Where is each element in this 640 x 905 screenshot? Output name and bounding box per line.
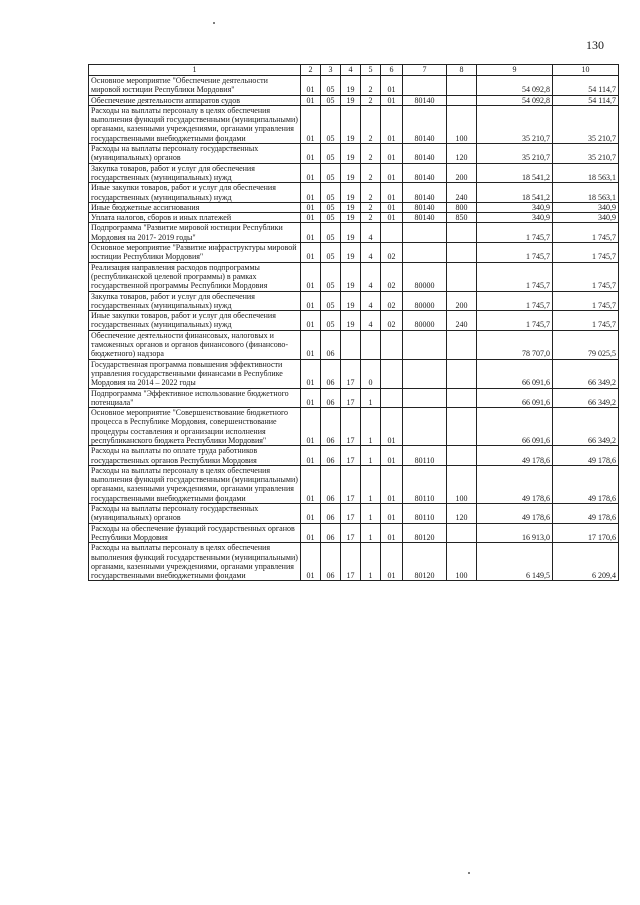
row-name-cell: Иные закупки товаров, работ и услуг для обеспечения государственных (муниципальных) нужд: [89, 183, 301, 203]
row-c5-cell: 2: [361, 95, 381, 105]
row-c2-cell: 01: [301, 213, 321, 223]
row-c9-cell: 78 707,0: [477, 330, 553, 359]
row-c4-cell: 19: [341, 95, 361, 105]
row-c9-cell: 66 091,6: [477, 359, 553, 388]
row-c2-cell: 01: [301, 144, 321, 164]
row-c7-cell: 80140: [403, 144, 447, 164]
row-c8-cell: 100: [447, 465, 477, 503]
row-name-cell: Расходы на выплаты персоналу государственных (муниципальных) органов: [89, 504, 301, 524]
row-c6-cell: 01: [381, 446, 403, 466]
row-c5-cell: 2: [361, 144, 381, 164]
table-row: [89, 243, 619, 263]
row-c10-cell: 1 745,7: [553, 262, 619, 291]
row-c8-cell: [447, 262, 477, 291]
row-c8-cell: [447, 523, 477, 543]
column-header: 7: [403, 65, 447, 76]
row-c4-cell: 19: [341, 144, 361, 164]
row-c9-cell: 1 745,7: [477, 243, 553, 263]
row-c4-cell: 19: [341, 223, 361, 243]
row-c8-cell: [447, 408, 477, 446]
row-c9-cell: 66 091,6: [477, 388, 553, 408]
row-c9-cell: 35 210,7: [477, 105, 553, 143]
row-c8-cell: 240: [447, 183, 477, 203]
row-name-cell: Подпрограмма "Эффективное использование бюджетного потенциала": [89, 388, 301, 408]
table-row: [89, 465, 619, 503]
row-c7-cell: 80140: [403, 95, 447, 105]
row-c3-cell: 06: [321, 504, 341, 524]
row-c5-cell: 0: [361, 359, 381, 388]
row-c9-cell: 340,9: [477, 202, 553, 212]
row-name-cell: Обеспечение деятельности аппаратов судов: [89, 95, 301, 105]
row-c3-cell: 05: [321, 311, 341, 331]
row-c10-cell: 79 025,5: [553, 330, 619, 359]
row-name-cell: Подпрограмма "Развитие мировой юстиции Республики Мордовия на 2017- 2019 годы": [89, 223, 301, 243]
row-c7-cell: 80140: [403, 202, 447, 212]
row-c10-cell: 49 178,6: [553, 504, 619, 524]
row-c7-cell: [403, 223, 447, 243]
row-c9-cell: 1 745,7: [477, 223, 553, 243]
row-c5-cell: 2: [361, 202, 381, 212]
row-c7-cell: 80140: [403, 213, 447, 223]
row-c10-cell: 1 745,7: [553, 291, 619, 311]
table-row: [89, 408, 619, 446]
row-name-cell: Иные бюджетные ассигнования: [89, 202, 301, 212]
row-c8-cell: 120: [447, 504, 477, 524]
scan-speck: [213, 22, 215, 24]
row-name-cell: Государственная программа повышения эффективности управления государственными финансами в Республике Мордовия на 2014 – 2022 годы: [89, 359, 301, 388]
row-c6-cell: 01: [381, 543, 403, 581]
row-c7-cell: 80110: [403, 504, 447, 524]
row-c4-cell: 17: [341, 465, 361, 503]
row-c5-cell: 4: [361, 262, 381, 291]
row-c5-cell: 4: [361, 223, 381, 243]
column-header: 8: [447, 65, 477, 76]
row-c4-cell: 17: [341, 543, 361, 581]
row-c5-cell: 2: [361, 76, 381, 96]
row-c8-cell: 800: [447, 202, 477, 212]
row-c8-cell: 240: [447, 311, 477, 331]
row-c3-cell: 06: [321, 330, 341, 359]
row-c8-cell: [447, 330, 477, 359]
row-c10-cell: 66 349,2: [553, 359, 619, 388]
table-body: [89, 76, 619, 581]
row-c10-cell: 49 178,6: [553, 465, 619, 503]
row-c6-cell: 02: [381, 291, 403, 311]
table-row: [89, 291, 619, 311]
row-c6-cell: 01: [381, 408, 403, 446]
row-c8-cell: [447, 243, 477, 263]
row-c5-cell: 1: [361, 408, 381, 446]
row-c2-cell: 01: [301, 465, 321, 503]
row-c10-cell: 35 210,7: [553, 105, 619, 143]
row-c2-cell: 01: [301, 311, 321, 331]
row-c6-cell: 01: [381, 504, 403, 524]
table-row: [89, 213, 619, 223]
row-c9-cell: 49 178,6: [477, 504, 553, 524]
row-c6-cell: 01: [381, 523, 403, 543]
row-c7-cell: 80000: [403, 311, 447, 331]
row-c7-cell: [403, 408, 447, 446]
row-c10-cell: 340,9: [553, 202, 619, 212]
row-c10-cell: 1 745,7: [553, 243, 619, 263]
row-c6-cell: 01: [381, 76, 403, 96]
row-c7-cell: [403, 388, 447, 408]
row-c4-cell: 19: [341, 76, 361, 96]
row-c4-cell: 19: [341, 183, 361, 203]
row-c6-cell: 01: [381, 213, 403, 223]
row-c5-cell: 4: [361, 291, 381, 311]
table-row: [89, 311, 619, 331]
row-name-cell: Расходы на выплаты персоналу в целях обеспечения выполнения функций государственными (муниципальными) органами, казенными учреждениями, органами управления государственными внебюджетными фондами: [89, 543, 301, 581]
row-c3-cell: 05: [321, 144, 341, 164]
row-c6-cell: 02: [381, 262, 403, 291]
row-c8-cell: [447, 223, 477, 243]
row-c4-cell: 19: [341, 291, 361, 311]
row-c2-cell: 01: [301, 95, 321, 105]
row-c2-cell: 01: [301, 223, 321, 243]
row-c10-cell: 17 170,6: [553, 523, 619, 543]
row-c6-cell: [381, 223, 403, 243]
row-c2-cell: 01: [301, 291, 321, 311]
column-header: 1: [89, 65, 301, 76]
column-header: 6: [381, 65, 403, 76]
column-header: 9: [477, 65, 553, 76]
row-c6-cell: 02: [381, 311, 403, 331]
row-c10-cell: 66 349,2: [553, 388, 619, 408]
row-c5-cell: 2: [361, 163, 381, 183]
row-c2-cell: 01: [301, 330, 321, 359]
row-c10-cell: 66 349,2: [553, 408, 619, 446]
row-c4-cell: 19: [341, 213, 361, 223]
row-c5-cell: 1: [361, 388, 381, 408]
row-name-cell: Основное мероприятие "Развитие инфраструктуры мировой юстиции Республики Мордовия": [89, 243, 301, 263]
row-c8-cell: [447, 76, 477, 96]
row-c3-cell: 06: [321, 388, 341, 408]
table-row: [89, 359, 619, 388]
row-c9-cell: 1 745,7: [477, 262, 553, 291]
row-c2-cell: 01: [301, 202, 321, 212]
row-c7-cell: 80120: [403, 543, 447, 581]
table-row: [89, 543, 619, 581]
row-c9-cell: 1 745,7: [477, 291, 553, 311]
row-c3-cell: 05: [321, 183, 341, 203]
table-row: [89, 163, 619, 183]
row-c9-cell: 54 092,8: [477, 95, 553, 105]
table-row: [89, 262, 619, 291]
row-c3-cell: 05: [321, 76, 341, 96]
row-c2-cell: 01: [301, 408, 321, 446]
row-c6-cell: 01: [381, 95, 403, 105]
row-name-cell: Расходы на выплаты по оплате труда работников государственных органов Республики Мордовия: [89, 446, 301, 466]
budget-table: [88, 64, 619, 581]
row-c3-cell: 05: [321, 243, 341, 263]
row-c4-cell: 19: [341, 163, 361, 183]
scan-speck: [468, 872, 470, 874]
row-c7-cell: 80110: [403, 446, 447, 466]
row-c7-cell: [403, 330, 447, 359]
row-name-cell: Уплата налогов, сборов и иных платежей: [89, 213, 301, 223]
row-c5-cell: 1: [361, 504, 381, 524]
row-c9-cell: 49 178,6: [477, 465, 553, 503]
row-c6-cell: 01: [381, 144, 403, 164]
row-c3-cell: 06: [321, 543, 341, 581]
table-row: [89, 105, 619, 143]
row-name-cell: Расходы на выплаты персоналу в целях обеспечения выполнения функций государственными (муниципальными) органами, казенными учреждениями, органами управления государственными внебюджетными фондами: [89, 465, 301, 503]
row-c4-cell: 19: [341, 262, 361, 291]
row-c7-cell: 80140: [403, 183, 447, 203]
row-c9-cell: 1 745,7: [477, 311, 553, 331]
row-c4-cell: 17: [341, 359, 361, 388]
row-name-cell: Основное мероприятие "Совершенствование бюджетного процесса в Республике Мордовия, совершенствование процедуры составления и организации исполнения республиканского бюджета Республики Мордовия": [89, 408, 301, 446]
row-c6-cell: [381, 330, 403, 359]
row-c2-cell: 01: [301, 523, 321, 543]
row-c2-cell: 01: [301, 388, 321, 408]
row-c6-cell: 01: [381, 202, 403, 212]
row-c8-cell: [447, 359, 477, 388]
row-c4-cell: 19: [341, 105, 361, 143]
row-c10-cell: 18 563,1: [553, 163, 619, 183]
row-c4-cell: 17: [341, 523, 361, 543]
row-c6-cell: 02: [381, 243, 403, 263]
row-c8-cell: [447, 95, 477, 105]
row-c8-cell: [447, 446, 477, 466]
row-c6-cell: 01: [381, 183, 403, 203]
row-c5-cell: 1: [361, 465, 381, 503]
row-c2-cell: 01: [301, 243, 321, 263]
row-c5-cell: 2: [361, 105, 381, 143]
row-c10-cell: 340,9: [553, 213, 619, 223]
table-row: [89, 523, 619, 543]
row-c6-cell: 01: [381, 465, 403, 503]
column-header: 3: [321, 65, 341, 76]
row-c4-cell: 19: [341, 202, 361, 212]
row-c8-cell: 120: [447, 144, 477, 164]
row-c8-cell: 200: [447, 163, 477, 183]
row-c6-cell: [381, 388, 403, 408]
row-c8-cell: 100: [447, 105, 477, 143]
column-header: 10: [553, 65, 619, 76]
row-c8-cell: 100: [447, 543, 477, 581]
row-c5-cell: 2: [361, 183, 381, 203]
row-c4-cell: 17: [341, 388, 361, 408]
row-c8-cell: [447, 388, 477, 408]
row-c5-cell: 1: [361, 446, 381, 466]
row-c7-cell: 80110: [403, 465, 447, 503]
row-c3-cell: 06: [321, 465, 341, 503]
table-row: [89, 95, 619, 105]
row-c9-cell: 35 210,7: [477, 144, 553, 164]
row-c6-cell: 01: [381, 105, 403, 143]
row-c6-cell: [381, 359, 403, 388]
row-c2-cell: 01: [301, 543, 321, 581]
row-c9-cell: 49 178,6: [477, 446, 553, 466]
row-c5-cell: 4: [361, 243, 381, 263]
row-c9-cell: 18 541,2: [477, 163, 553, 183]
row-c5-cell: 1: [361, 543, 381, 581]
row-c2-cell: 01: [301, 446, 321, 466]
column-header: 5: [361, 65, 381, 76]
row-c9-cell: 16 913,0: [477, 523, 553, 543]
row-c9-cell: 340,9: [477, 213, 553, 223]
row-c7-cell: [403, 359, 447, 388]
table-row: [89, 183, 619, 203]
row-c10-cell: 49 178,6: [553, 446, 619, 466]
row-c7-cell: 80000: [403, 262, 447, 291]
row-c9-cell: 66 091,6: [477, 408, 553, 446]
row-c4-cell: [341, 330, 361, 359]
row-c3-cell: 06: [321, 359, 341, 388]
row-c10-cell: 35 210,7: [553, 144, 619, 164]
row-c2-cell: 01: [301, 359, 321, 388]
row-c8-cell: 200: [447, 291, 477, 311]
table-row: [89, 223, 619, 243]
table-row: [89, 446, 619, 466]
row-name-cell: Расходы на обеспечение функций государственных органов Республики Мордовия: [89, 523, 301, 543]
row-c3-cell: 05: [321, 291, 341, 311]
row-c2-cell: 01: [301, 504, 321, 524]
row-c7-cell: 80140: [403, 163, 447, 183]
row-c3-cell: 05: [321, 223, 341, 243]
table-row: [89, 504, 619, 524]
row-c6-cell: 01: [381, 163, 403, 183]
row-c3-cell: 05: [321, 95, 341, 105]
row-c7-cell: 80140: [403, 105, 447, 143]
row-c2-cell: 01: [301, 105, 321, 143]
row-c7-cell: 80000: [403, 291, 447, 311]
row-c10-cell: 1 745,7: [553, 311, 619, 331]
table-row: [89, 202, 619, 212]
header-row: [89, 65, 619, 76]
row-c7-cell: 80120: [403, 523, 447, 543]
row-c2-cell: 01: [301, 262, 321, 291]
row-name-cell: Обеспечение деятельности финансовых, налоговых и таможенных органов и органов финансового (финансово-бюджетного) надзора: [89, 330, 301, 359]
column-header: 4: [341, 65, 361, 76]
column-header: 2: [301, 65, 321, 76]
row-c10-cell: 54 114,7: [553, 95, 619, 105]
row-c10-cell: 18 563,1: [553, 183, 619, 203]
row-c3-cell: 05: [321, 202, 341, 212]
row-c3-cell: 06: [321, 446, 341, 466]
row-c9-cell: 54 092,8: [477, 76, 553, 96]
row-c7-cell: [403, 243, 447, 263]
row-c5-cell: [361, 330, 381, 359]
row-c3-cell: 05: [321, 262, 341, 291]
row-c4-cell: 17: [341, 408, 361, 446]
row-c3-cell: 05: [321, 105, 341, 143]
row-name-cell: Основное мероприятие "Обеспечение деятельности мировой юстиции Республики Мордовия": [89, 76, 301, 96]
row-c5-cell: 4: [361, 311, 381, 331]
row-c4-cell: 17: [341, 504, 361, 524]
row-c2-cell: 01: [301, 183, 321, 203]
row-name-cell: Иные закупки товаров, работ и услуг для обеспечения государственных (муниципальных) нужд: [89, 311, 301, 331]
row-c2-cell: 01: [301, 76, 321, 96]
row-c3-cell: 06: [321, 523, 341, 543]
row-c3-cell: 05: [321, 213, 341, 223]
row-c5-cell: 1: [361, 523, 381, 543]
table-row: [89, 388, 619, 408]
row-c10-cell: 1 745,7: [553, 223, 619, 243]
row-c4-cell: 17: [341, 446, 361, 466]
row-c4-cell: 19: [341, 243, 361, 263]
row-c7-cell: [403, 76, 447, 96]
row-c9-cell: 18 541,2: [477, 183, 553, 203]
page-number: 130: [586, 38, 604, 52]
row-name-cell: Реализация направления расходов подпрограммы (республиканской целевой программы) в рамках государственной программы Республики Мордовия: [89, 262, 301, 291]
row-c3-cell: 05: [321, 163, 341, 183]
table-row: [89, 330, 619, 359]
row-c10-cell: 54 114,7: [553, 76, 619, 96]
row-name-cell: Закупка товаров, работ и услуг для обеспечения государственных (муниципальных) нужд: [89, 291, 301, 311]
row-c2-cell: 01: [301, 163, 321, 183]
row-c8-cell: 850: [447, 213, 477, 223]
row-name-cell: Расходы на выплаты персоналу в целях обеспечения выполнения функций государственными (муниципальными) органами, казенными учреждениями, органами управления государственными внебюджетными фондами: [89, 105, 301, 143]
table-row: [89, 144, 619, 164]
row-c3-cell: 06: [321, 408, 341, 446]
row-name-cell: Расходы на выплаты персоналу государственных (муниципальных) органов: [89, 144, 301, 164]
row-c10-cell: 6 209,4: [553, 543, 619, 581]
row-name-cell: Закупка товаров, работ и услуг для обеспечения государственных (муниципальных) нужд: [89, 163, 301, 183]
row-c5-cell: 2: [361, 213, 381, 223]
row-c4-cell: 19: [341, 311, 361, 331]
row-c9-cell: 6 149,5: [477, 543, 553, 581]
table-row: [89, 76, 619, 96]
